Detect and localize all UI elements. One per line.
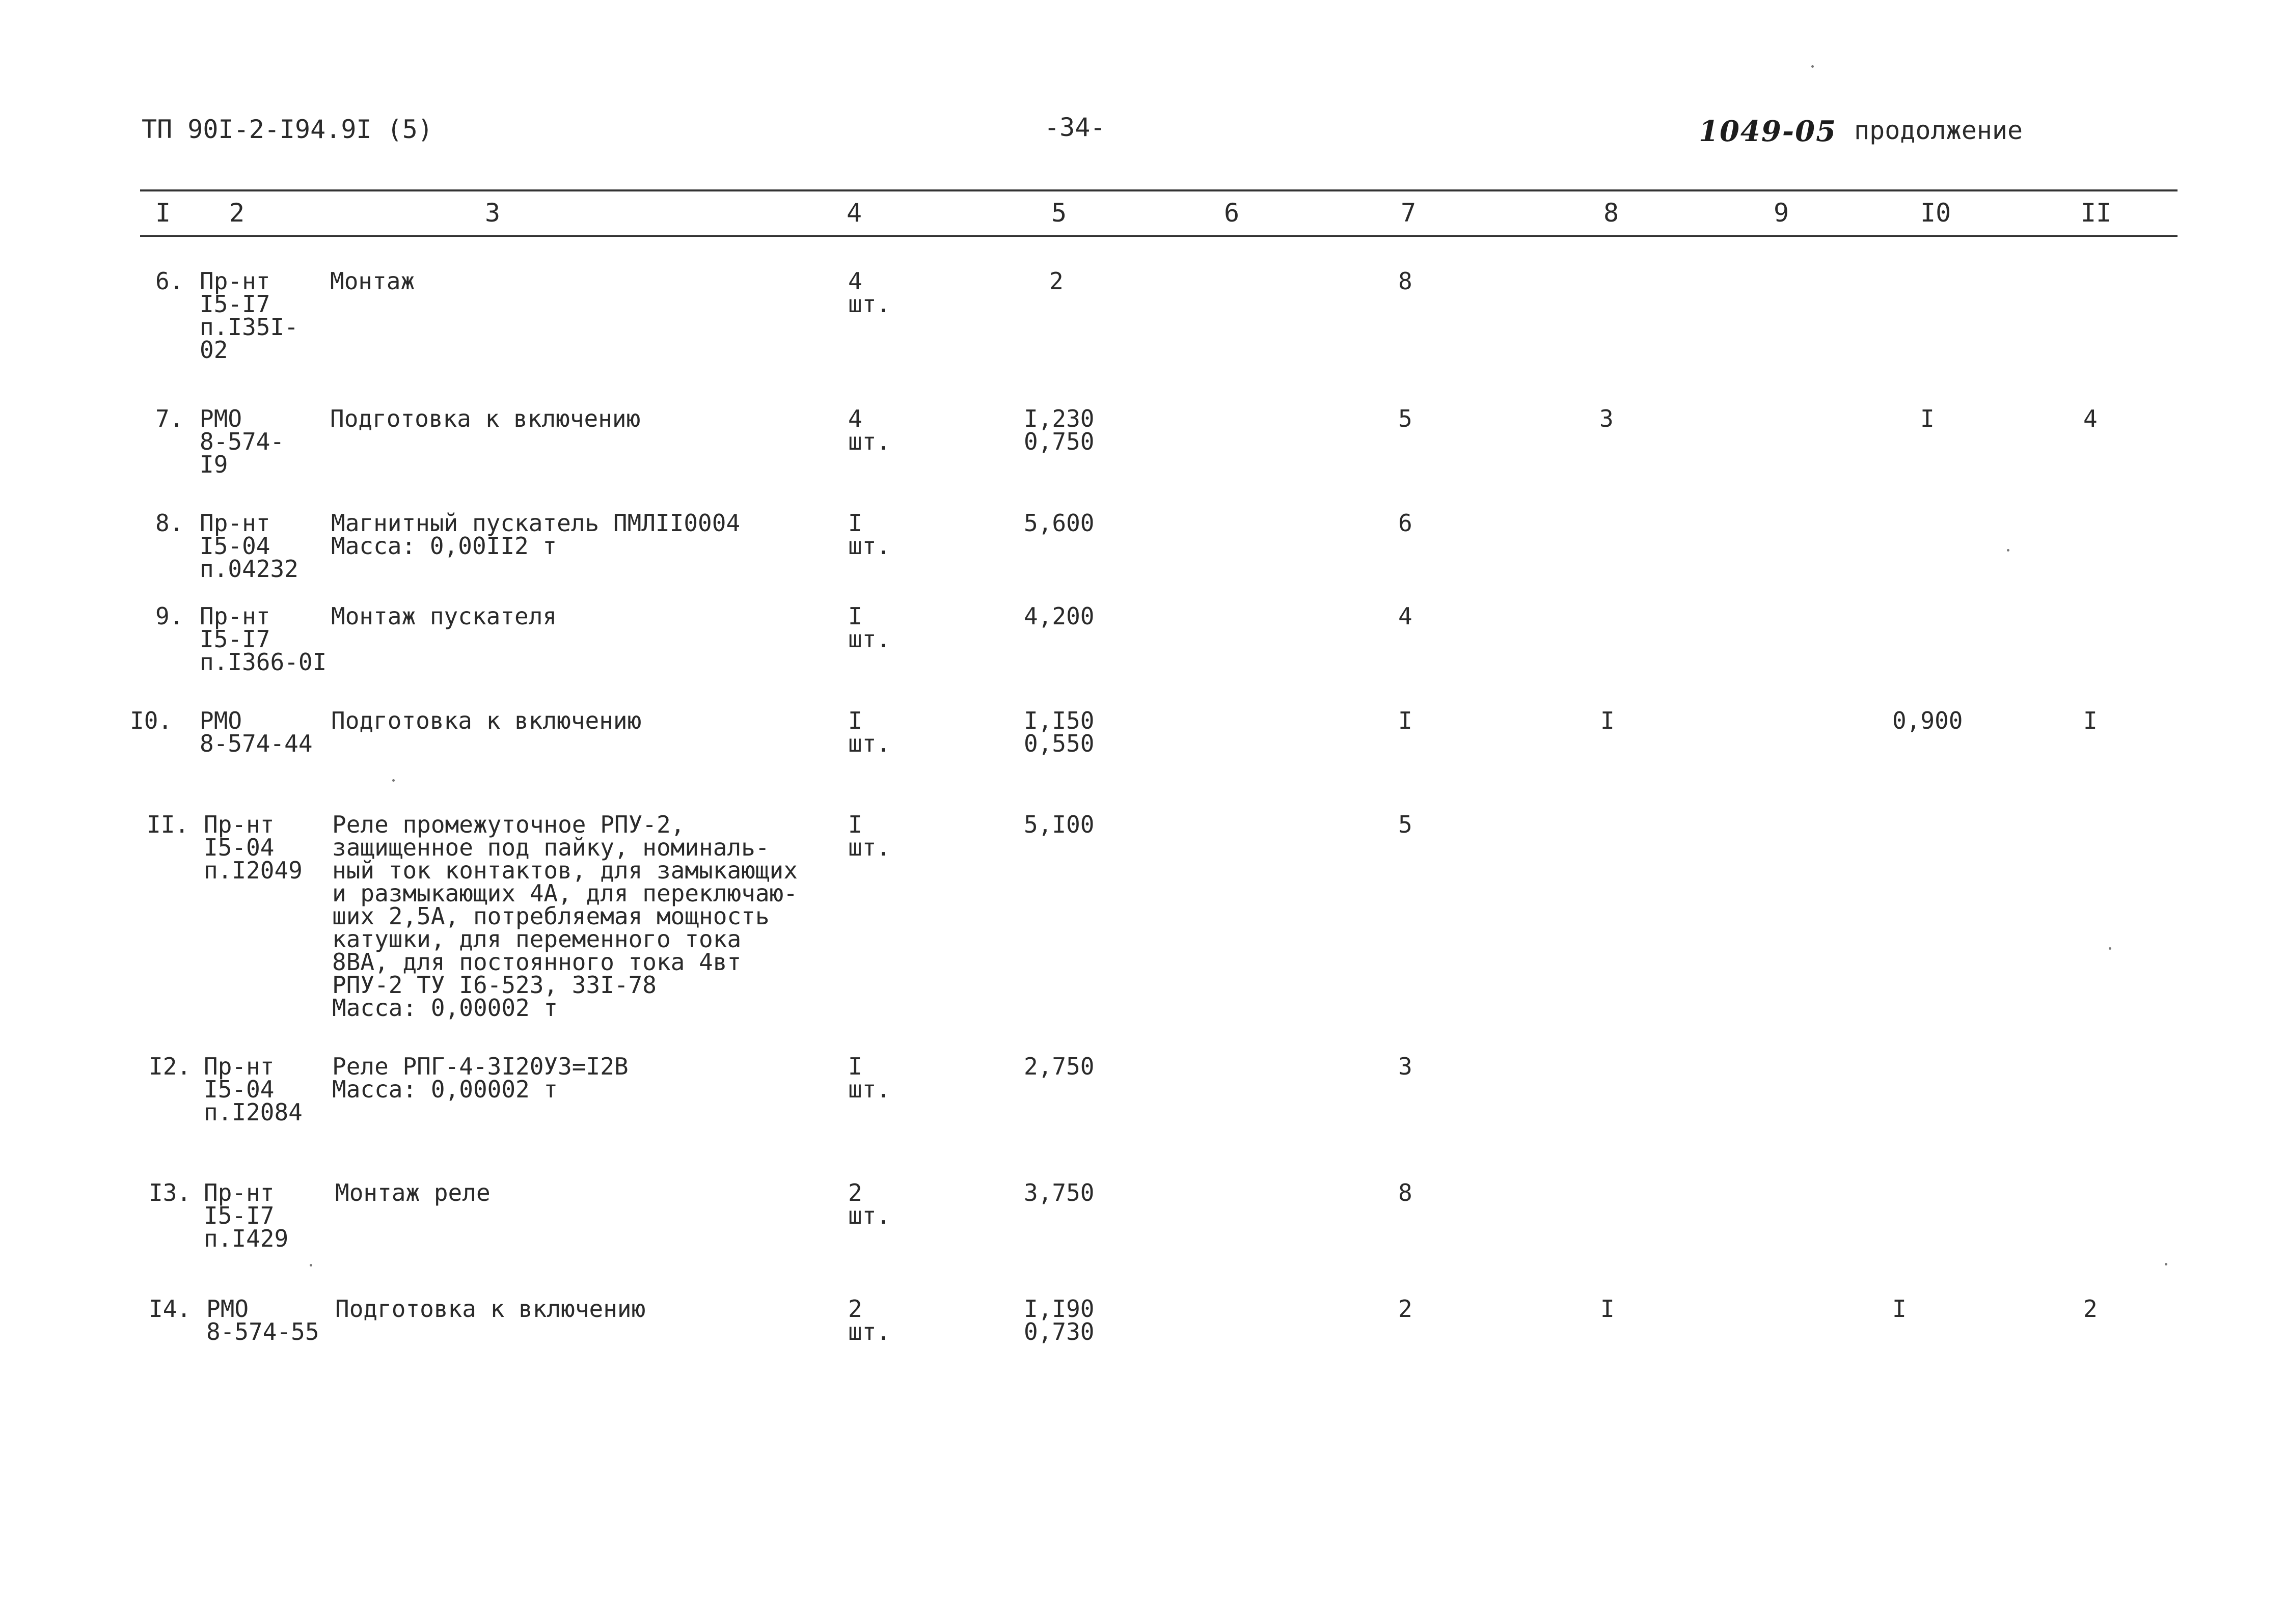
scan-speck bbox=[2165, 1263, 2167, 1265]
column-header: 6 bbox=[1224, 198, 1240, 228]
column-7-value: 5 bbox=[1398, 405, 1412, 432]
column-10-value: 0,900 bbox=[1892, 707, 1963, 734]
column-5-value: I,I90 0,730 bbox=[1024, 1295, 1095, 1345]
quantity: I шт. bbox=[848, 1053, 891, 1103]
column-10-value: I bbox=[1892, 1295, 1907, 1323]
quantity: 2 шт. bbox=[848, 1295, 891, 1345]
column-7-value: 4 bbox=[1398, 602, 1412, 630]
column-7-value: 3 bbox=[1398, 1053, 1412, 1080]
work-description: Реле промежуточное РПУ-2, защищенное под пайку, номиналь- ный ток контактов, для замыкающих и размыкающих 4А, для переключаю- ших 2,5А, потребляемая мощность катушки, для переменного тока 8ВА, для постоянного тока 4вт РПУ-2 ТУ I6-523, 33I-78 Масса: 0,00002 т bbox=[332, 811, 798, 1022]
work-description: Подготовка к включению bbox=[335, 1295, 646, 1323]
work-description: Магнитный пускатель ПМЛII0004 Масса: 0,00II2 т bbox=[331, 509, 741, 560]
column-header: 8 bbox=[1603, 198, 1619, 228]
norm-code: Пр-нт I5-I7 п.I429 bbox=[204, 1179, 289, 1252]
norm-code: Пр-нт I5-I7 п.I366-0I bbox=[200, 602, 327, 676]
column-8-value: 3 bbox=[1599, 405, 1614, 432]
column-header: 3 bbox=[485, 198, 501, 228]
column-header: 9 bbox=[1774, 198, 1789, 228]
column-header: 7 bbox=[1401, 198, 1417, 228]
norm-code: Пр-нт I5-04 п.04232 bbox=[200, 509, 298, 583]
norm-code: Пр-нт I5-04 п.I2049 bbox=[204, 811, 303, 884]
work-description: Монтаж bbox=[330, 267, 415, 295]
row-number: II. bbox=[147, 811, 189, 838]
column-5-value: 5,I00 bbox=[1024, 811, 1095, 838]
work-description: Подготовка к включению bbox=[331, 707, 642, 734]
quantity: 4 шт. bbox=[848, 405, 891, 455]
table-header-rule bbox=[140, 235, 2178, 237]
row-number: 8. bbox=[155, 509, 184, 537]
handwritten-document-number: 1049-05 bbox=[1699, 115, 1837, 148]
document-code: ТП 90I-2-I94.9I (5) bbox=[142, 115, 433, 144]
quantity: I шт. bbox=[848, 509, 891, 560]
norm-code: РМО 8-574-55 bbox=[206, 1295, 319, 1345]
norm-code: Пр-нт I5-04 п.I2084 bbox=[204, 1053, 303, 1126]
row-number: 9. bbox=[155, 602, 184, 630]
work-description: Реле РПГ-4-3I20У3=I2В Масса: 0,00002 т bbox=[332, 1053, 629, 1103]
column-5-value: 2,750 bbox=[1024, 1053, 1095, 1080]
scan-speck bbox=[2109, 947, 2111, 950]
scan-speck bbox=[310, 1264, 312, 1267]
column-header: 5 bbox=[1051, 198, 1067, 228]
column-7-value: 5 bbox=[1398, 811, 1412, 838]
column-7-value: I bbox=[1398, 707, 1412, 734]
column-7-value: 6 bbox=[1398, 509, 1412, 537]
work-description: Монтаж реле bbox=[335, 1179, 491, 1206]
norm-code: РМО 8-574- I9 bbox=[200, 405, 285, 478]
row-number: I4. bbox=[149, 1295, 192, 1323]
page-number: -34- bbox=[1044, 113, 1106, 142]
column-7-value: 2 bbox=[1398, 1295, 1412, 1323]
quantity: I шт. bbox=[848, 811, 891, 861]
row-number: I3. bbox=[149, 1179, 192, 1206]
column-8-value: I bbox=[1600, 1295, 1615, 1323]
column-5-value: 4,200 bbox=[1024, 602, 1095, 630]
column-8-value: I bbox=[1600, 707, 1615, 734]
table-top-rule bbox=[140, 189, 2178, 191]
column-11-value: 2 bbox=[2083, 1295, 2098, 1323]
column-header: I bbox=[155, 198, 171, 228]
column-header: 2 bbox=[229, 198, 245, 228]
column-5-value: I,230 0,750 bbox=[1024, 405, 1095, 455]
quantity: I шт. bbox=[848, 602, 891, 653]
scan-speck bbox=[1811, 65, 1814, 68]
quantity: 2 шт. bbox=[848, 1179, 891, 1229]
work-description: Подготовка к включению bbox=[330, 405, 641, 432]
scan-speck bbox=[392, 779, 395, 782]
column-5-value: 3,750 bbox=[1024, 1179, 1095, 1206]
norm-code: РМО 8-574-44 bbox=[200, 707, 313, 757]
row-number: 7. bbox=[155, 405, 184, 432]
quantity: I шт. bbox=[848, 707, 891, 757]
column-11-value: 4 bbox=[2083, 405, 2098, 432]
column-7-value: 8 bbox=[1398, 1179, 1412, 1206]
continuation-label: продолжение bbox=[1854, 116, 2023, 145]
column-5-value: 2 bbox=[1049, 267, 1064, 295]
column-7-value: 8 bbox=[1398, 267, 1412, 295]
row-number: I2. bbox=[149, 1053, 192, 1080]
column-5-value: 5,600 bbox=[1024, 509, 1095, 537]
work-description: Монтаж пускателя bbox=[331, 602, 557, 630]
column-header: I0 bbox=[1920, 198, 1951, 228]
scan-speck bbox=[2007, 549, 2009, 552]
column-11-value: I bbox=[2083, 707, 2098, 734]
row-number: I0. bbox=[130, 707, 173, 734]
column-5-value: I,I50 0,550 bbox=[1024, 707, 1095, 757]
row-number: 6. bbox=[155, 267, 184, 295]
column-10-value: I bbox=[1920, 405, 1935, 432]
norm-code: Пр-нт I5-I7 п.I35I- 02 bbox=[200, 267, 298, 364]
column-header: 4 bbox=[847, 198, 862, 228]
column-header: II bbox=[2081, 198, 2112, 228]
quantity: 4 шт. bbox=[848, 267, 891, 318]
